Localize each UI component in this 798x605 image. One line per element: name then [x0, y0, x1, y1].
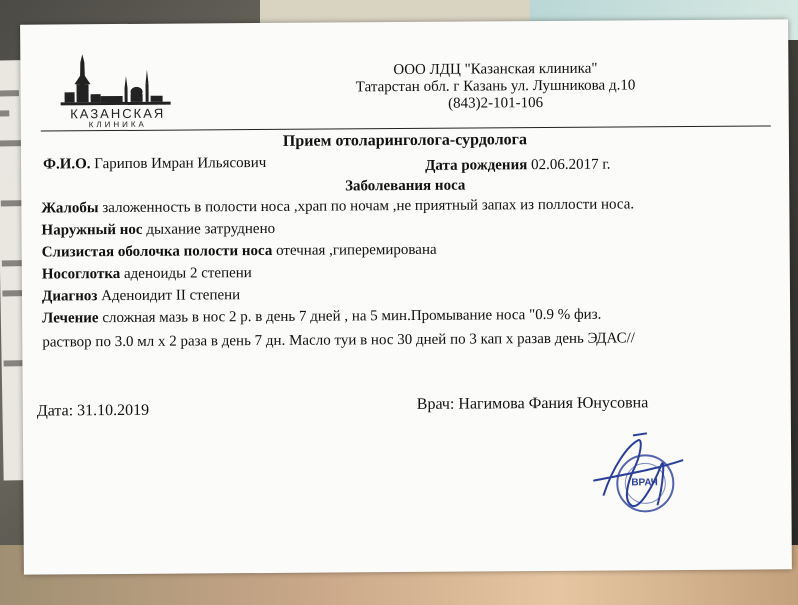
diagnosis-value: Аденоидит II степени [101, 287, 241, 305]
fio-label: Ф.И.О. [43, 156, 91, 173]
complaints-label: Жалобы [41, 200, 99, 217]
treatment-value-1: сложная мазь в нос 2 р. в день 7 дней , на 5 мин.Промывание носа "0.9 % физ. [102, 306, 602, 327]
logo-subtext: КЛИНИКА [88, 119, 147, 130]
visit-date: Дата: 31.10.2019 [36, 401, 150, 420]
nasopharynx-line [42, 265, 252, 283]
nasopharynx-label: Носоглотка [41, 265, 121, 283]
treatment-label: Лечение [42, 310, 99, 327]
nasopharynx-value: аденоиды 2 степени [123, 265, 252, 282]
clinic-phone: (843)2-101-106 [448, 95, 544, 112]
dob-label: Дата рождения [425, 157, 528, 174]
external-nose-value: дыхание затруднено [146, 220, 276, 238]
clinic-name: ООО ЛДЦ "Казанская клиника" [393, 60, 598, 79]
mucosa-line [42, 242, 437, 262]
diagnosis-label: Диагноз [41, 288, 98, 305]
medical-document [20, 19, 792, 574]
fio-value: Гарипов Имран Ильясович [94, 154, 267, 173]
external-nose-label: Наружный нос [41, 221, 143, 239]
doctor-name: Врач: Нагимова Фания Юнусовна [416, 394, 649, 413]
clinic-header [330, 60, 660, 113]
birth-date-line [425, 157, 611, 175]
mucosa-value: отечная ,гиперемирована [276, 241, 437, 259]
clinic-address: Татарстан обл. г Казань ул. Лушникова д.10 [355, 77, 636, 96]
patient-name-line [43, 155, 266, 174]
logo-text: КАЗАНСКАЯ [70, 105, 166, 122]
document-title: Прием отоларинголога-сурдолога [282, 131, 527, 150]
treatment-line [42, 307, 601, 328]
dob-value: 02.06.2017 г. [531, 156, 611, 174]
mucosa-label: Слизистая оболочка полости носа [41, 242, 273, 261]
complaints-value: заложенность в полости носа ,храп по ночам ,не приятный запах из поллости носа. [102, 196, 635, 217]
signature-icon [583, 425, 704, 526]
treatment-line-2: раствор по 3.0 мл х 2 раза в день 7 дн. Масло туи в нос 30 дней по 3 кап х разав день ЭДАС// [42, 330, 635, 351]
diagnosis-line [42, 287, 240, 305]
doctor-signature-stamp [583, 425, 704, 526]
stamp-text: ВРАЧ [631, 477, 658, 489]
complaints-line [41, 196, 634, 217]
section-title: Заболевания носа [344, 177, 466, 195]
external-nose-line [41, 221, 275, 240]
